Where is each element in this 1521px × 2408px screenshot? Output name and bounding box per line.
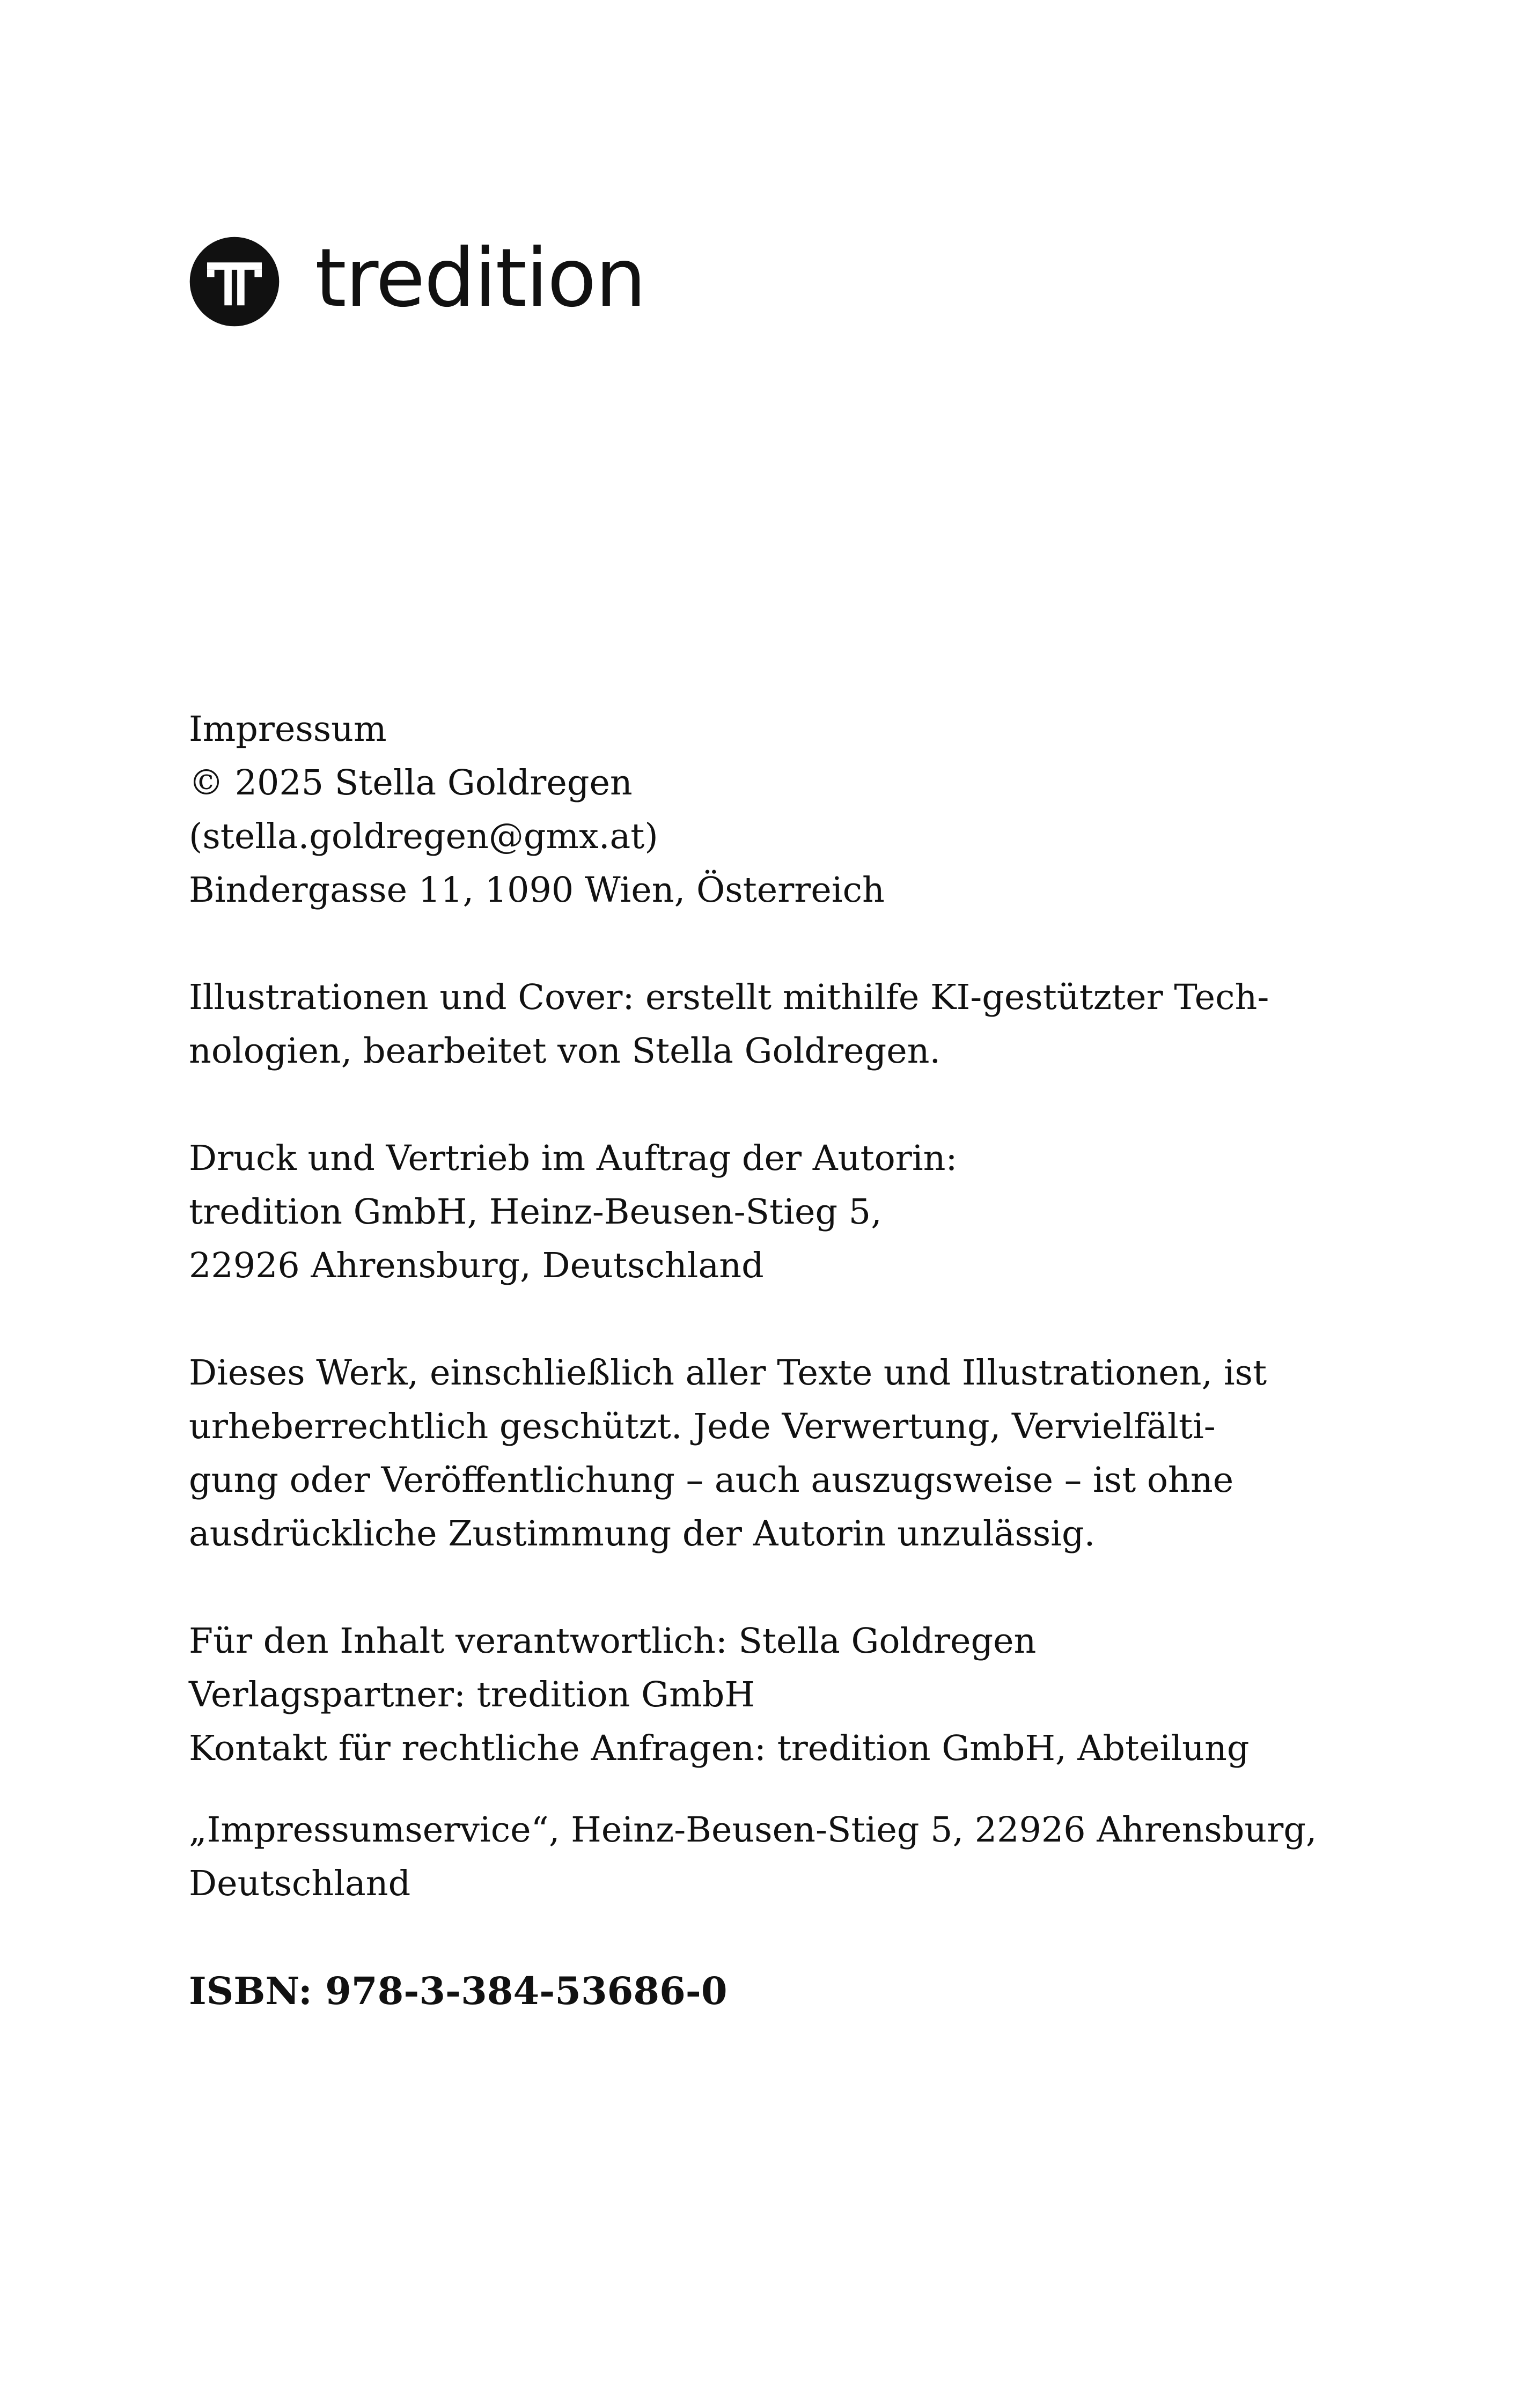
copyright-notice-block [189, 1346, 1358, 1561]
text-line: Kontakt für rechtliche Anfragen: tredition GmbH, Abteilung [189, 1728, 1250, 1769]
imprint-content [189, 703, 1358, 2018]
imprint-header-block [189, 703, 1358, 917]
text-line: Druck und Vertrieb im Auftrag der Autorin: [189, 1138, 958, 1179]
legal-contact-address-block [189, 1803, 1358, 1911]
text-line: Verlagspartner: tredition GmbH [189, 1675, 755, 1715]
text-line: 22926 Ahrensburg, Deutschland [189, 1246, 764, 1286]
text-line: ausdrückliche Zustimmung der Autorin unzulässig. [189, 1514, 1096, 1554]
print-distribution-block [189, 1132, 1358, 1293]
text-line: gung oder Veröffentlichung – auch auszugsweise – ist ohne [189, 1460, 1234, 1500]
text-line: Deutschland [189, 1864, 411, 1904]
imprint-heading: Impressum [189, 709, 387, 749]
text-line: Dieses Werk, einschließlich aller Texte und Illustrationen, ist [189, 1353, 1267, 1393]
publisher-logo [189, 232, 645, 327]
tredition-logo-icon [189, 236, 280, 327]
logo-wordmark: tredition [315, 232, 645, 325]
author-email: (stella.goldregen@gmx.at) [189, 816, 658, 857]
illustration-credit-block [189, 971, 1358, 1078]
text-line: Illustrationen und Cover: erstellt mithilfe KI-gestützter Tech- [189, 977, 1269, 1018]
author-address: Bindergasse 11, 1090 Wien, Österreich [189, 870, 885, 910]
text-line: „Impressumservice“, Heinz-Beusen-Stieg 5, 22926 Ahrensburg, [189, 1810, 1317, 1850]
text-line: nologien, bearbeitet von Stella Goldregen. [189, 1031, 941, 1071]
text-line: urheberrechtlich geschützt. Jede Verwertung, Vervielfälti- [189, 1406, 1216, 1447]
responsibility-block [189, 1615, 1358, 1776]
copyright-line: © 2025 Stella Goldregen [189, 763, 633, 803]
text-line: tredition GmbH, Heinz-Beusen-Stieg 5, [189, 1192, 882, 1232]
text-line: Für den Inhalt verantwortlich: Stella Goldregen [189, 1621, 1037, 1661]
isbn: ISBN: 978-3-384-53686-0 [189, 1969, 728, 2013]
